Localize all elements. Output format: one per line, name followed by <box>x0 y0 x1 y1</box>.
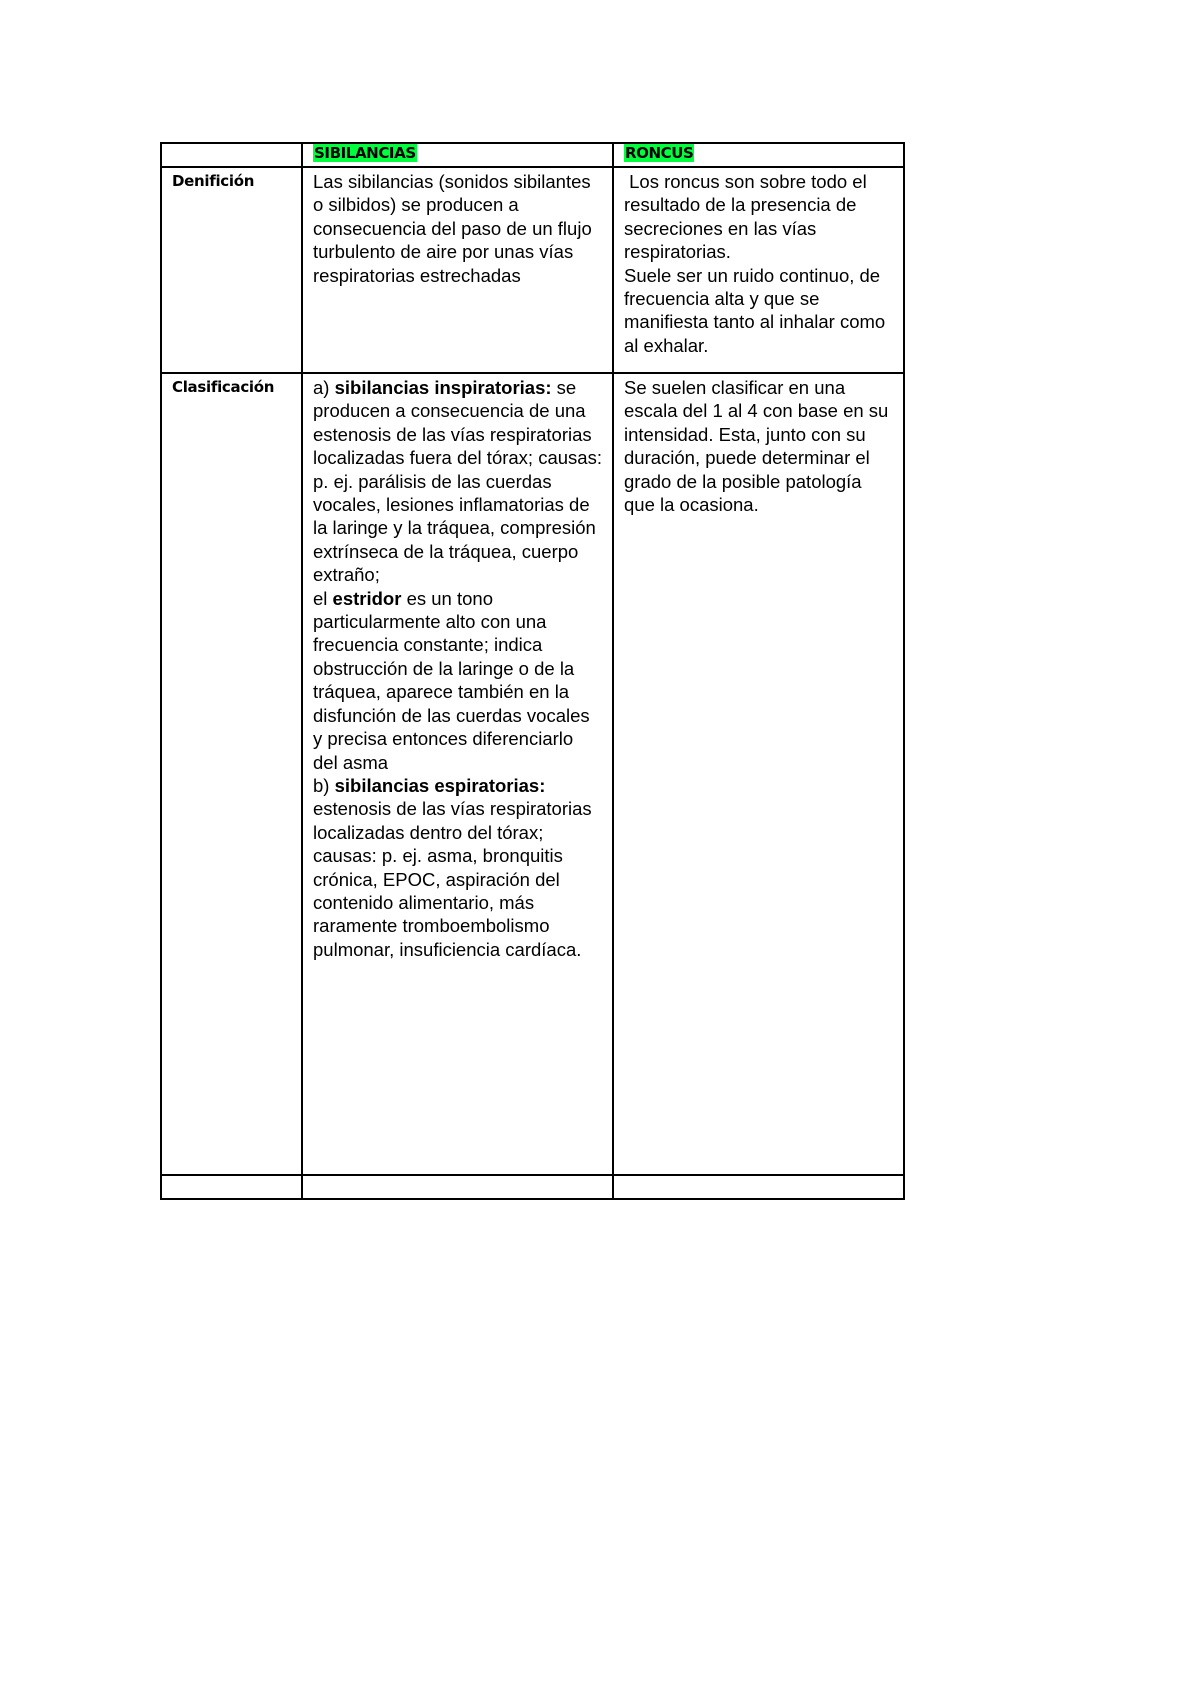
clasificacion-sibilancias-cell <box>302 373 613 1175</box>
row-label-clasificacion: Clasificación <box>172 378 275 396</box>
header-roncus: RONCUS <box>625 144 694 162</box>
empty-cell <box>161 1175 302 1199</box>
table-row-empty <box>161 1175 904 1199</box>
clasificacion-roncus-cell <box>613 373 904 1175</box>
table-row <box>161 167 904 373</box>
definicion-sibilancias-text: Las sibilancias (sonidos sibilantes o silbidos) se producen a consecuencia del paso de un flujo turbulento de aire por unas vías respiratorias estrechadas <box>313 171 592 286</box>
definicion-roncus-text: Los roncus son sobre todo el resultado de la presencia de secreciones en las vías respiratorias. Suele ser un ruido continuo, de frecuencia alta y que se manifiesta tanto al inhalar como al exhalar. <box>624 171 886 356</box>
clasificacion-sibilancias-text: a) sibilancias inspiratorias: se producen a consecuencia de una estenosis de las vías respiratorias localizadas fuera del tórax; causas: p. ej. parálisis de las cuerdas vocales, lesiones inflamatorias de la laringe y la tráquea, compresión extrínseca de la tráquea, cuerpo extraño; el estridor es un tono particularmente alto con una frecuencia constante; indica obstrucción de la laringe o de la tráquea, aparece también en la disfunción de las cuerdas vocales y precisa entonces diferenciarlo del asma b) sibilancias espiratorias: estenosis de las vías respiratorias localizadas dentro del tórax; causas: p. ej. asma, bronquitis crónica, EPOC, aspiración del contenido alimentario, más raramente tromboembolismo pulmonar, insuficiencia cardíaca. <box>313 377 602 960</box>
empty-cell <box>302 1175 613 1199</box>
table-header-row <box>161 143 904 167</box>
definicion-roncus-cell <box>613 167 904 373</box>
header-sibilancias-cell <box>302 143 613 167</box>
comparison-table <box>160 142 905 1200</box>
header-roncus-cell <box>613 143 904 167</box>
header-empty-cell <box>161 143 302 167</box>
row-label-definicion: Denifición <box>172 172 255 190</box>
row-label-cell <box>161 167 302 373</box>
header-sibilancias: SIBILANCIAS <box>314 144 416 162</box>
definicion-sibilancias-cell <box>302 167 613 373</box>
table-row <box>161 373 904 1175</box>
empty-cell <box>613 1175 904 1199</box>
clasificacion-roncus-text: Se suelen clasificar en una escala del 1 al 4 con base en su intensidad. Esta, junto con su duración, puede determinar el grado de la posible patología que la ocasiona. <box>624 377 889 516</box>
row-label-cell <box>161 373 302 1175</box>
